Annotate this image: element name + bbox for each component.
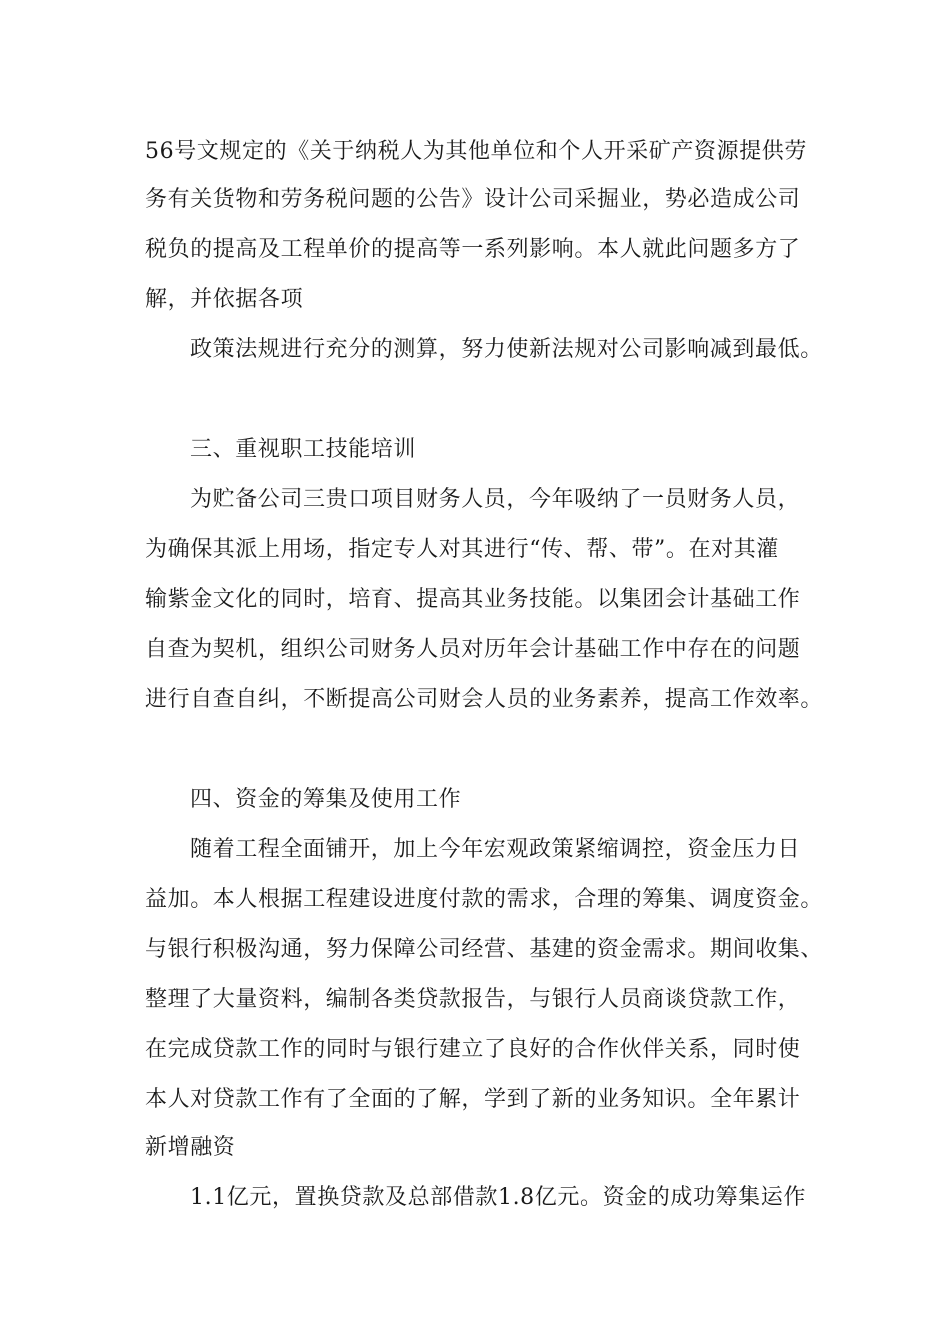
text-line: 在完成贷款工作的同时与银行建立了良好的合作伙伴关系，同时使 (145, 1037, 801, 1062)
text-line: 整理了大量资料，编制各类贷款报告，与银行人员商谈贷款工作， (145, 987, 801, 1012)
text-line: 政策法规进行充分的测算，努力使新法规对公司影响减到最低。 (190, 337, 823, 362)
text-line: 解，并依据各项 (145, 287, 304, 312)
text-line: 务有关货物和劳务税问题的公告》设计公司采掘业，势必造成公司 (145, 187, 801, 212)
text-line: 为贮备公司三贵口项目财务人员，今年吸纳了一员财务人员， (190, 487, 801, 512)
text-line: 新增融资 (145, 1135, 236, 1160)
text-line: 56号文规定的《关于纳税人为其他单位和个人开采矿产资源提供劳 (145, 139, 807, 164)
text-line: 进行自查自纠，不断提高公司财会人员的业务素养，提高工作效率。 (145, 687, 824, 712)
text-line: 为确保其派上用场，指定专人对其进行“传、帮、带”。在对其灌 (145, 537, 779, 562)
text-line: 输紫金文化的同时，培育、提高其业务技能。以集团会计基础工作 (145, 587, 801, 612)
section-heading: 四、资金的筹集及使用工作 (190, 787, 462, 812)
section-heading: 三、重视职工技能培训 (190, 437, 417, 462)
text-line: 本人对贷款工作有了全面的了解，学到了新的业务知识。全年累计 (145, 1087, 801, 1112)
text-line: 随着工程全面铺开，加上今年宏观政策紧缩调控，资金压力日 (190, 837, 801, 862)
text-line: 税负的提高及工程单价的提高等一系列影响。本人就此问题多方了 (145, 237, 801, 262)
text-line: 自查为契机，组织公司财务人员对历年会计基础工作中存在的问题 (145, 637, 801, 662)
text-line: 与银行积极沟通，努力保障公司经营、基建的资金需求。期间收集、 (145, 937, 824, 962)
text-line: 1.1亿元，置换贷款及总部借款1.8亿元。资金的成功筹集运作 (190, 1185, 806, 1210)
text-line: 益加。本人根据工程建设进度付款的需求，合理的筹集、调度资金。 (145, 887, 824, 912)
